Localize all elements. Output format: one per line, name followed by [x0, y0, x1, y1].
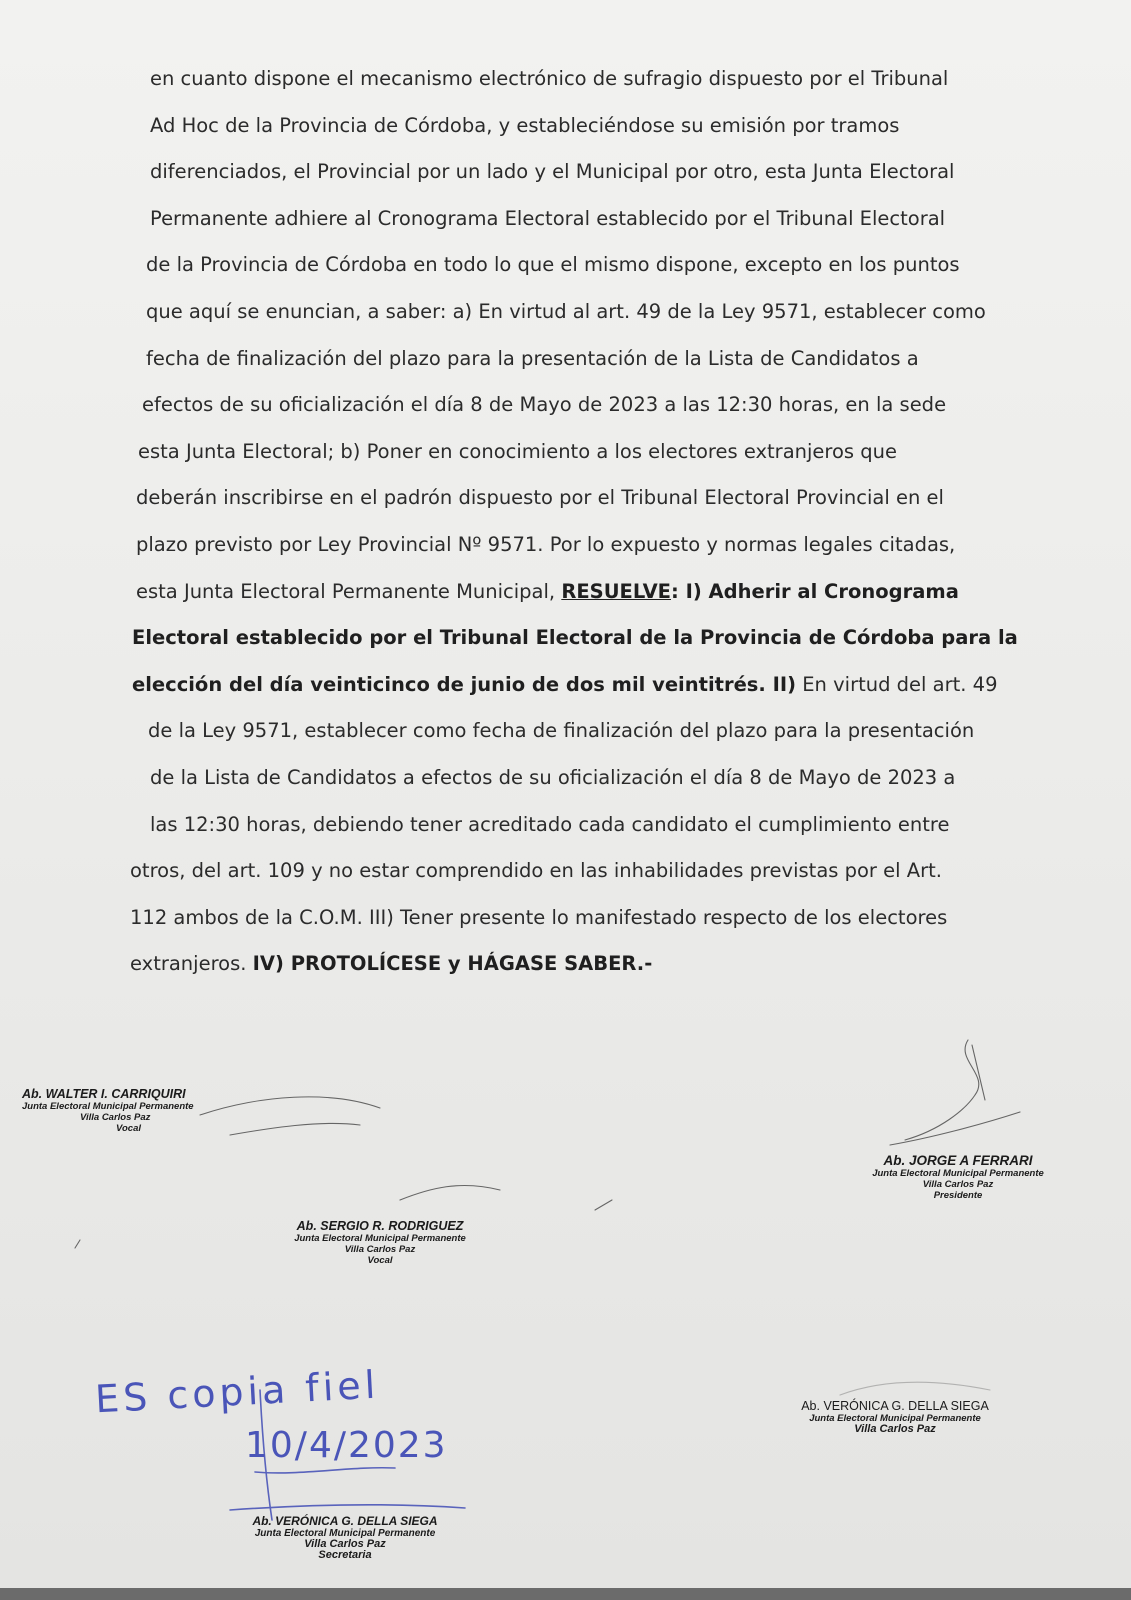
text-segment: RESUELVE: [561, 579, 671, 603]
signer-role: Junta Electoral Municipal Permanente: [254, 1528, 436, 1539]
signer-name: Ab. JORGE A FERRARI: [883, 1153, 1033, 1168]
paragraph-line: [130, 662, 1110, 709]
paragraph-line: [130, 103, 1110, 150]
signer-title: Presidente: [933, 1190, 983, 1201]
signature-della-siega-right: [770, 1399, 1020, 1435]
signer-city: Villa Carlos Paz: [854, 1423, 936, 1435]
text-segment: de la Provincia de Córdoba en todo lo que el mismo dispone, excepto en los puntos: [146, 253, 960, 277]
signer-role: Junta Electoral Municipal Permanente: [294, 1233, 466, 1244]
text-segment: las 12:30 horas, debiendo tener acreditado cada candidato el cumplimiento entre: [150, 812, 950, 836]
paragraph-line: [130, 615, 1110, 662]
text-segment: Electoral establecido por el Tribunal Electoral de la Provincia de Córdoba para la: [132, 626, 1018, 650]
text-segment: que aquí se enuncian, a saber: a) En virtud al art. 49 de la Ley 9571, establecer como: [146, 299, 986, 323]
signer-role: Junta Electoral Municipal Permanente: [872, 1168, 1044, 1179]
paragraph-line: [130, 755, 1110, 802]
paragraph-line: [130, 802, 1110, 849]
signer-city: Villa Carlos Paz: [80, 1112, 151, 1123]
signer-title: Vocal: [367, 1255, 393, 1266]
paragraph-line: [130, 522, 1110, 569]
text-segment: deberán inscribirse en el padrón dispuesto por el Tribunal Electoral Provincial en el: [136, 486, 944, 510]
text-segment: 112 ambos de la C.O.M. III) Tener presente lo manifestado respecto de los electores: [130, 905, 948, 929]
signer-name: Ab. VERÓNICA G. DELLA SIEGA: [801, 1399, 989, 1413]
signature-della-siega-bottom: [215, 1514, 475, 1561]
text-segment: fecha de finalización del plazo para la presentación de la Lista de Candidatos a: [146, 346, 919, 370]
signer-title: Vocal: [116, 1123, 141, 1134]
text-segment: IV) PROTOLÍCESE y HÁGASE SABER.-: [252, 952, 653, 976]
paragraph-line: [130, 242, 1110, 289]
paragraph-line: [130, 848, 1110, 895]
paragraph-line: [130, 941, 1110, 988]
signature-rodriguez: [255, 1219, 505, 1266]
text-segment: extranjeros.: [130, 952, 253, 976]
text-segment: en cuanto dispone el mecanismo electrónico de sufragio dispuesto por el Tribunal: [150, 67, 949, 90]
text-segment: Permanente adhiere al Cronograma Electoral establecido por el Tribunal Electoral: [150, 206, 946, 230]
resolution-paragraph: [130, 56, 1110, 988]
signer-role: Junta Electoral Municipal Permanente: [22, 1101, 194, 1112]
text-segment: : I) Adherir al Cronograma: [671, 579, 959, 603]
bottom-edge: [0, 1588, 1131, 1600]
paragraph-line: [130, 569, 1110, 616]
text-segment: otros, del art. 109 y no estar comprendido en las inhabilidades previstas por el Art.: [130, 859, 942, 883]
handwritten-date: 10/4/2023: [245, 1425, 448, 1466]
paragraph-line: [130, 708, 1110, 755]
text-segment: Ad Hoc de la Provincia de Córdoba, y estableciéndose su emisión por tramos: [150, 113, 900, 137]
paragraph-line: [130, 289, 1110, 336]
paragraph-line: [130, 895, 1110, 942]
paragraph-line: [130, 56, 1110, 103]
signer-title: Secretaria: [318, 1549, 372, 1561]
text-segment: esta Junta Electoral; b) Poner en conocimiento a los electores extranjeros que: [138, 439, 898, 463]
signature-ferrari: [838, 1153, 1078, 1201]
paragraph-line: [130, 475, 1110, 522]
signer-role: Junta Electoral Municipal Permanente: [809, 1413, 981, 1424]
text-segment: diferenciados, el Provincial por un lado y el Municipal por otro, esta Junta Electoral: [150, 160, 955, 184]
text-segment: efectos de su oficialización el día 8 de Mayo de 2023 a las 12:30 horas, en la sede: [142, 393, 947, 417]
text-segment: elección del día veinticinco de junio de dos mil veintitrés. II): [132, 672, 797, 696]
signer-name: Ab. SERGIO R. RODRIGUEZ: [296, 1219, 464, 1233]
paragraph-line: [130, 429, 1110, 476]
signature-carriquiri: [22, 1087, 252, 1134]
text-segment: plazo previsto por Ley Provincial Nº 9571. Por lo expuesto y normas legales citadas,: [136, 532, 956, 556]
signer-city: Villa Carlos Paz: [922, 1179, 994, 1190]
signer-city: Villa Carlos Paz: [304, 1538, 386, 1550]
text-segment: En virtud del art. 49: [796, 672, 998, 696]
text-segment: esta Junta Electoral Permanente Municipal,: [136, 579, 562, 603]
signer-name: Ab. WALTER I. CARRIQUIRI: [22, 1087, 186, 1101]
paragraph-line: [130, 196, 1110, 243]
paragraph-line: [130, 382, 1110, 429]
text-segment: de la Ley 9571, establecer como fecha de finalización del plazo para la presentación: [148, 719, 975, 743]
handwritten-certification: ES copia fiel: [94, 1362, 381, 1422]
paragraph-line: [130, 149, 1110, 196]
paragraph-line: [130, 336, 1110, 383]
signer-city: Villa Carlos Paz: [344, 1244, 416, 1255]
signer-name: Ab. VERÓNICA G. DELLA SIEGA: [252, 1514, 438, 1528]
text-segment: de la Lista de Candidatos a efectos de su oficialización el día 8 de Mayo de 2023 a: [150, 765, 956, 789]
